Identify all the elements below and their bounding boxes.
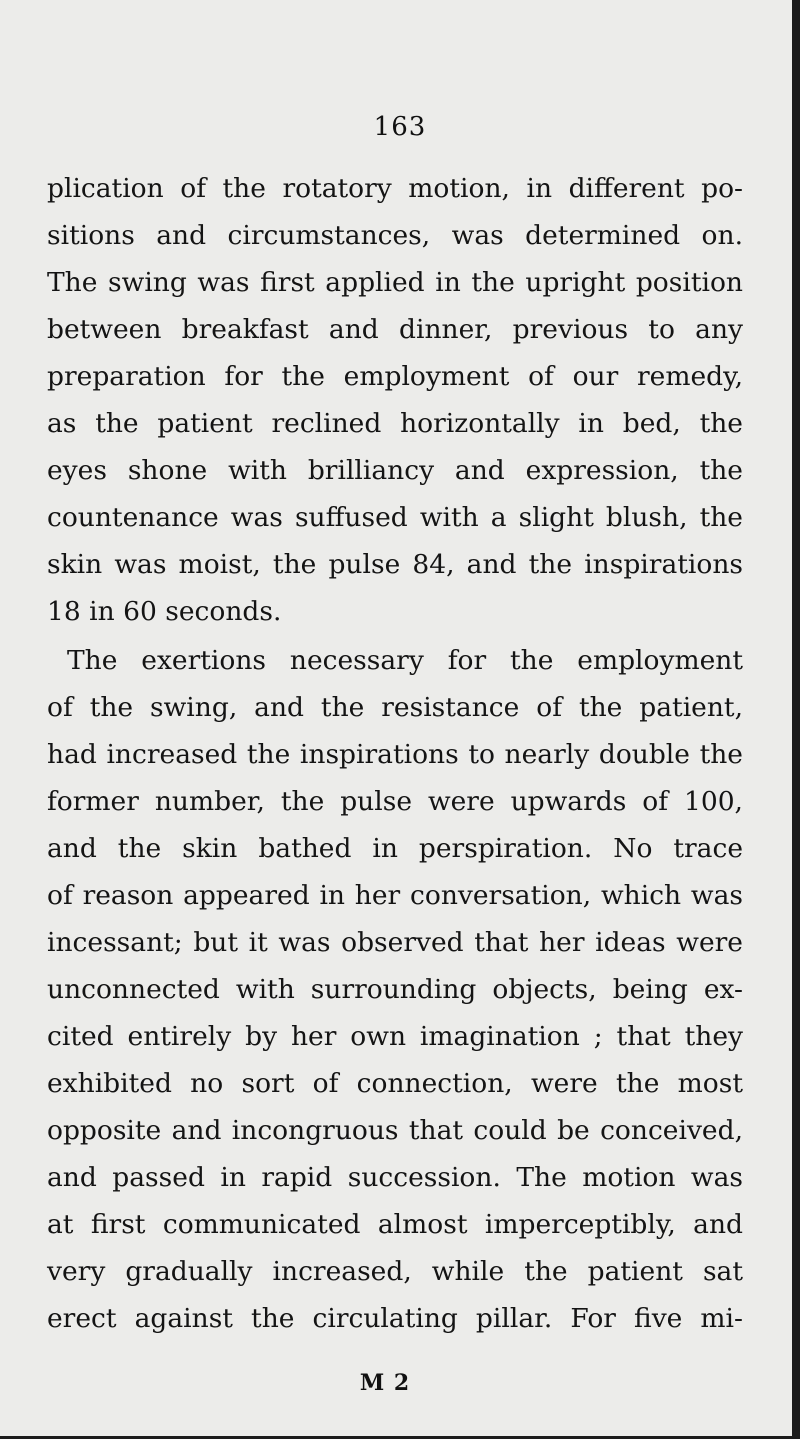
text-line: The exertions necessary for the employment xyxy=(67,645,743,676)
body-text xyxy=(47,165,743,1342)
text-line: between breakfast and dinner, previous to any xyxy=(47,314,743,345)
text-line: and passed in rapid succession. The motion was xyxy=(47,1162,743,1193)
text-line: cited entirely by her own imagination ; that they xyxy=(47,1021,743,1052)
text-line: of reason appeared in her conversation, which was xyxy=(47,880,743,911)
text-line: former number, the pulse were upwards of 100, xyxy=(47,786,743,817)
text-line: opposite and incongruous that could be conceived, xyxy=(47,1115,743,1146)
text-line: and the skin bathed in perspiration. No trace xyxy=(47,833,743,864)
text-line: of the swing, and the resistance of the patient, xyxy=(47,692,743,723)
text-line: incessant; but it was observed that her ideas were xyxy=(47,927,743,958)
text-line: erect against the circulating pillar. For five mi- xyxy=(47,1303,743,1334)
text-line: eyes shone with brilliancy and expression, the xyxy=(47,455,743,486)
text-line: preparation for the employment of our remedy, xyxy=(47,361,743,392)
text-line: at first communicated almost imperceptibly, and xyxy=(47,1209,743,1240)
text-line: skin was moist, the pulse 84, and the inspirations xyxy=(47,549,743,580)
signature-mark: M 2 xyxy=(359,1370,411,1396)
text-line: very gradually increased, while the patient sat xyxy=(47,1256,743,1287)
text-line: The swing was first applied in the upright position xyxy=(47,267,743,298)
text-line: had increased the inspirations to nearly double the xyxy=(47,739,743,770)
text-line: sitions and circumstances, was determined on. xyxy=(47,220,743,251)
text-line: 18 in 60 seconds. xyxy=(47,596,282,627)
paragraph-1 xyxy=(47,165,743,635)
text-line: countenance was suffused with a slight blush, the xyxy=(47,502,743,533)
paragraph-2 xyxy=(47,637,743,1342)
text-line: plication of the rotatory motion, in different po- xyxy=(47,173,743,204)
text-line: as the patient reclined horizontally in bed, the xyxy=(47,408,743,439)
text-line: exhibited no sort of connection, were the most xyxy=(47,1068,743,1099)
text-line: unconnected with surrounding objects, being ex- xyxy=(47,974,743,1005)
page-number: 163 xyxy=(373,112,427,142)
